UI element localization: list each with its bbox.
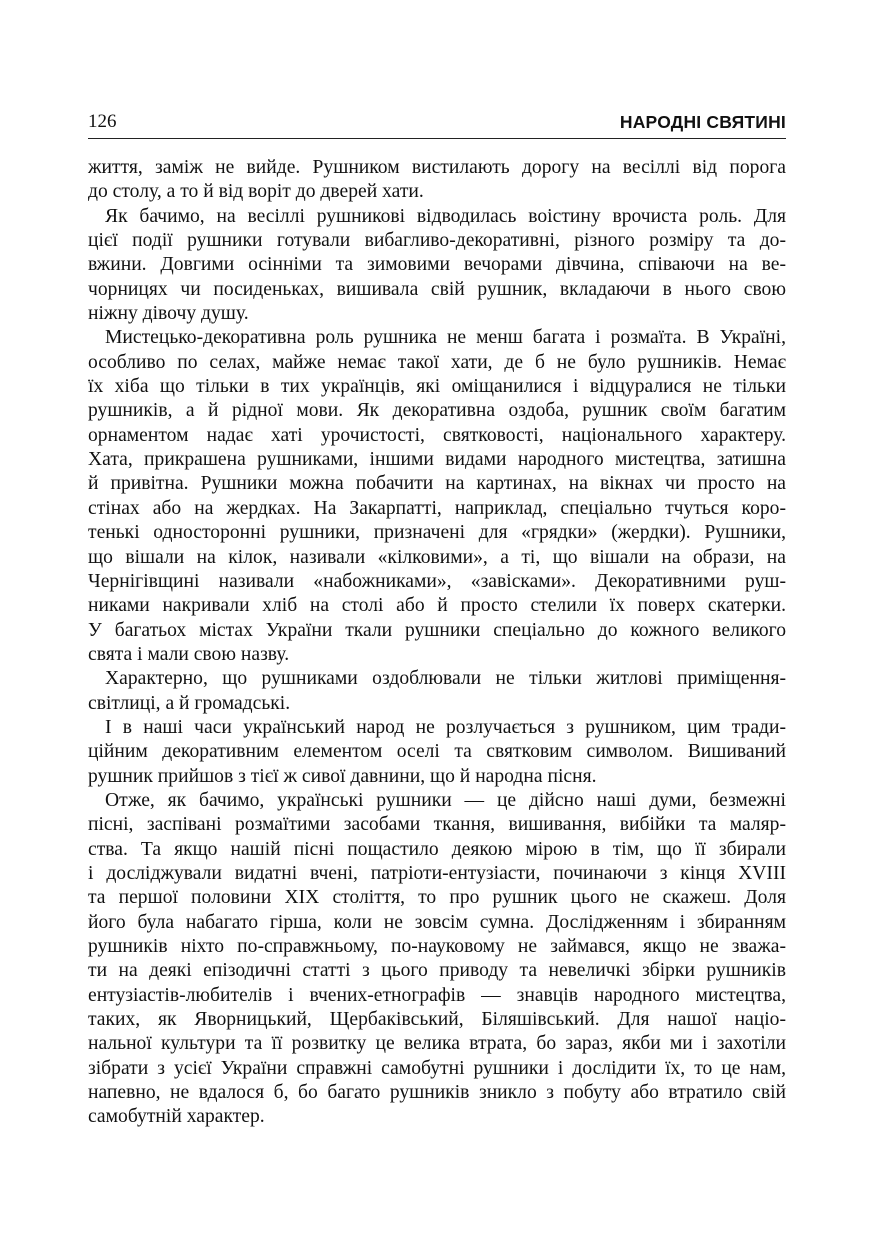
page-header bbox=[88, 108, 786, 139]
text-line: що вішали на кілок, називали «кілковими», а ті, що вішали на образи, на bbox=[88, 546, 786, 568]
text-line: зібрати з усієї України справжні самобутні рушники і дослідити їх, то це нам, bbox=[88, 1057, 786, 1079]
book-page bbox=[88, 108, 786, 1130]
page-number: 126 bbox=[88, 111, 117, 132]
text-line: Чернігівщині називали «набожниками», «завісками». Декоративними руш- bbox=[88, 570, 786, 592]
text-line: життя, заміж не вийде. Рушником вистилають дорогу на весіллі від порога bbox=[88, 157, 786, 178]
paragraph bbox=[88, 716, 786, 789]
paragraph bbox=[88, 156, 786, 205]
text-line: рушник прийшов з тієї ж сивої давнини, що й народна пісня. bbox=[88, 765, 597, 787]
text-line: свята і мали свою назву. bbox=[88, 643, 290, 665]
text-line: напевно, не вдалося б, бо багато рушників зникло з побуту або втратило свій bbox=[88, 1082, 786, 1104]
running-title: НАРОДНІ СВЯТИНІ bbox=[619, 112, 786, 132]
text-line: Мистецько-декоративна роль рушника не менш багата і розмаїта. В Україні, bbox=[105, 327, 786, 349]
text-line: ства. Та якщо нашій пісні пощастило деякою мірою в тім, що її збирали bbox=[88, 838, 786, 860]
text-line: таких, як Яворницький, Щербаківський, Біляшівський. Для нашої націо- bbox=[88, 1009, 786, 1031]
text-line: чорницях чи посиденьках, вишивала свій рушник, вкладаючи в нього свою bbox=[88, 278, 786, 300]
text-line: до столу, а то й від воріт до дверей хати. bbox=[88, 181, 424, 203]
paragraph bbox=[88, 789, 786, 1130]
text-line: пісні, заспівані розмаїтими засобами ткання, вишивання, вибійки та маляр- bbox=[88, 814, 786, 836]
text-line: ентузіастів-любителів і вчених-етнографів — знавців народного мистецтва, bbox=[88, 984, 786, 1006]
text-line: й привітна. Рушники можна побачити на картинах, на вікнах чи просто на bbox=[88, 473, 786, 495]
text-line: орнаментом надає хаті урочистості, святковості, національного характеру. bbox=[88, 424, 786, 446]
text-line: Отже, як бачимо, українські рушники — це дійсно наші думи, безмежні bbox=[105, 789, 786, 811]
paragraph bbox=[88, 667, 786, 716]
text-line: У багатьох містах України ткали рушники спеціально до кожного великого bbox=[88, 619, 786, 641]
text-line: вжини. Довгими осінніми та зимовими вечорами дівчина, співаючи на ве- bbox=[88, 254, 786, 276]
text-line: світлиці, а й громадські. bbox=[88, 692, 291, 714]
text-line: самобутній характер. bbox=[88, 1106, 265, 1128]
text-line: і досліджували видатні вчені, патріоти-ентузіасти, починаючи з кінця XVIII bbox=[88, 862, 786, 884]
text-line: та першої половини XIX століття, то про рушник цього не скажеш. Доля bbox=[88, 887, 786, 909]
text-line: рушників, а й рідної мови. Як декоративна оздоба, рушник своїм багатим bbox=[88, 400, 786, 422]
paragraph bbox=[88, 205, 786, 327]
text-line: ніжну дівочу душу. bbox=[88, 303, 249, 325]
text-line: никами накривали хліб на столі або й просто стелили їх поверх скатерки. bbox=[88, 595, 786, 617]
page-body bbox=[88, 156, 786, 1130]
text-line: ти на деякі епізодичні статті з цього приводу та невеличкі збірки рушників bbox=[88, 960, 786, 982]
text-line: І в наші часи український народ не розлучається з рушником, цим тради- bbox=[105, 716, 786, 738]
text-line: цієї події рушники готували вибагливо-декоративні, різного розміру та до- bbox=[88, 230, 786, 252]
text-line: рушників ніхто по-справжньому, по-науковому не займався, якщо не зважа- bbox=[88, 936, 786, 957]
text-line: тенькі односторонні рушники, призначені для «грядки» (жердки). Рушники, bbox=[88, 522, 786, 544]
text-line: їх хіба що тільки в тих українців, які оміщанилися і відцуралися не тільки bbox=[88, 376, 786, 398]
text-line: особливо по селах, майже немає такої хати, де б не було рушників. Немає bbox=[88, 351, 786, 373]
text-line: ційним декоративним елементом оселі та святковим символом. Вишиваний bbox=[88, 741, 786, 763]
text-line: Хата, прикрашена рушниками, іншими видами народного мистецтва, затишна bbox=[88, 449, 786, 471]
text-line: Як бачимо, на весіллі рушникові відводилась воістину врочиста роль. Для bbox=[105, 205, 786, 227]
text-line: нальної культури та її розвитку це велика втрата, бо зараз, якби ми і захотіли bbox=[88, 1033, 786, 1055]
text-line: його була набагато гірша, коли не зовсім сумна. Дослідженням і збиранням bbox=[88, 911, 786, 933]
text-line: стінах або на жердках. На Закарпатті, наприклад, спеціально тчуться коро- bbox=[88, 497, 786, 519]
paragraph bbox=[88, 326, 786, 667]
text-line: Характерно, що рушниками оздоблювали не тільки житлові приміщення- bbox=[105, 668, 786, 690]
